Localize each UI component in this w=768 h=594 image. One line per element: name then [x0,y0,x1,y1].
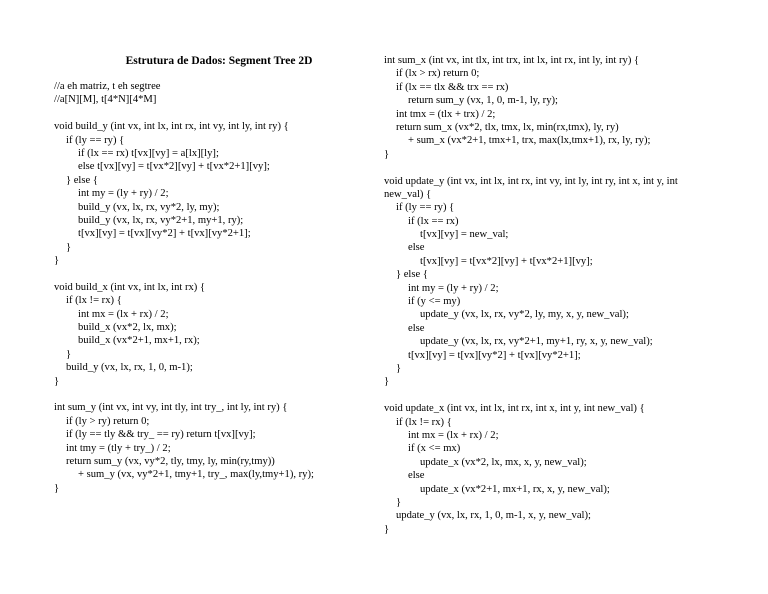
code-line: if (ly == tly && try_ == ry) return t[vx][vy]; [66,429,256,441]
code-line: else t[vx][vy] = t[vx*2][vy] + t[vx*2+1][vy]; [78,161,270,173]
blank-line [54,267,314,280]
code-line: } [396,496,402,508]
code-line: if (lx != rx) { [66,295,122,307]
code-line: update_x (vx*2+1, mx+1, rx, x, y, new_val); [420,483,610,495]
code-line: if (lx != rx) { [396,416,452,428]
code-line: if (lx == rx) [408,215,459,227]
code-line: t[vx][vy] = t[vx*2][vy] + t[vx*2+1][vy]; [420,255,593,267]
code-line: update_y (vx, lx, rx, vy*2, ly, my, x, y, new_val); [420,309,629,321]
code-line: } [66,241,72,253]
code-line: int tmy = (tly + try_) / 2; [66,442,171,454]
code-line: update_y (vx, lx, rx, vy*2+1, my+1, ry, x, y, new_val); [420,336,653,348]
code-line: new_val) { [384,188,432,200]
code-line: if (lx == rx) t[vx][vy] = a[lx][ly]; [78,147,219,159]
code-line: int my = (ly + ry) / 2; [408,282,499,294]
code-line: return sum_y (vx, vy*2, tly, tmy, ly, min(ry,tmy)) [66,455,275,467]
code-line: int mx = (lx + rx) / 2; [78,308,169,320]
code-line: } [54,375,60,387]
code-line: t[vx][vy] = new_val; [420,229,509,241]
code-line: int my = (ly + ry) / 2; [78,188,169,200]
code-line: if (lx > rx) return 0; [396,68,480,80]
code-line: t[vx][vy] = t[vx][vy*2] + t[vx][vy*2+1]; [78,228,251,240]
code-line: if (ly > ry) return 0; [66,415,150,427]
code-line: + sum_x (vx*2+1, tmx+1, trx, max(lx,tmx+1), rx, ly, ry); [408,135,651,147]
code-line: int mx = (lx + rx) / 2; [408,429,499,441]
code-line: } [66,348,72,360]
code-line: } [54,482,60,494]
code-line: build_x (vx*2+1, mx+1, rx); [78,335,200,347]
code-line: } else { [66,174,98,186]
code-line: void update_y (int vx, int lx, int rx, int vy, int ly, int ry, int x, int y, int [384,175,678,187]
code-line: else [408,242,425,254]
code-line: if (ly == ry) { [66,134,125,146]
code-column-left [54,80,314,495]
code-line: } [384,523,390,535]
code-line: build_y (vx, lx, rx, 1, 0, m-1); [66,362,193,374]
code-line: if (lx == tlx && trx == rx) [396,81,509,93]
blank-line [384,161,678,174]
code-line: void build_x (int vx, int lx, int rx) { [54,281,206,293]
code-column-right [384,54,678,536]
code-line: } [384,376,390,388]
code-line: update_x (vx*2, lx, mx, x, y, new_val); [420,456,587,468]
code-line: int tmx = (tlx + trx) / 2; [396,108,496,120]
code-line: build_x (vx*2, lx, mx); [78,322,177,334]
code-line: void update_x (int vx, int lx, int rx, int x, int y, int new_val) { [384,403,645,415]
code-line: build_y (vx, lx, rx, vy*2, ly, my); [78,201,220,213]
code-line: return sum_y (vx, 1, 0, m-1, ly, ry); [408,95,558,107]
blank-line [54,388,314,401]
code-line: void build_y (int vx, int lx, int rx, int vy, int ly, int ry) { [54,121,289,133]
blank-line [54,107,314,120]
code-line: build_y (vx, lx, rx, vy*2+1, my+1, ry); [78,214,244,226]
code-line: //a eh matriz, t eh segtree [54,81,161,92]
code-line: } [396,362,402,374]
code-line: } [54,255,60,267]
code-line: //a[N][M], t[4*N][4*M] [54,94,157,106]
page-title: Estrutura de Dados: Segment Tree 2D [125,55,313,67]
code-line: int sum_y (int vx, int vy, int tly, int try_, int ly, int ry) { [54,402,288,414]
code-line: + sum_y (vx, vy*2+1, tmy+1, try_, max(ly,tmy+1), ry); [78,469,314,481]
code-line: if (y <= my) [408,296,461,308]
code-line: return sum_x (vx*2, tlx, tmx, lx, min(rx,tmx), ly, ry) [396,121,619,133]
code-line: t[vx][vy] = t[vx][vy*2] + t[vx][vy*2+1]; [408,349,581,361]
code-line: if (x <= mx) [408,443,461,455]
code-line: else [408,322,425,334]
blank-line [384,389,678,402]
code-line: } [384,148,390,160]
code-line: else [408,470,425,482]
code-line: int sum_x (int vx, int tlx, int trx, int lx, int rx, int ly, int ry) { [384,55,640,66]
code-line: if (ly == ry) { [396,202,455,214]
code-line: update_y (vx, lx, rx, 1, 0, m-1, x, y, new_val); [396,510,591,522]
code-line: } else { [396,269,428,281]
